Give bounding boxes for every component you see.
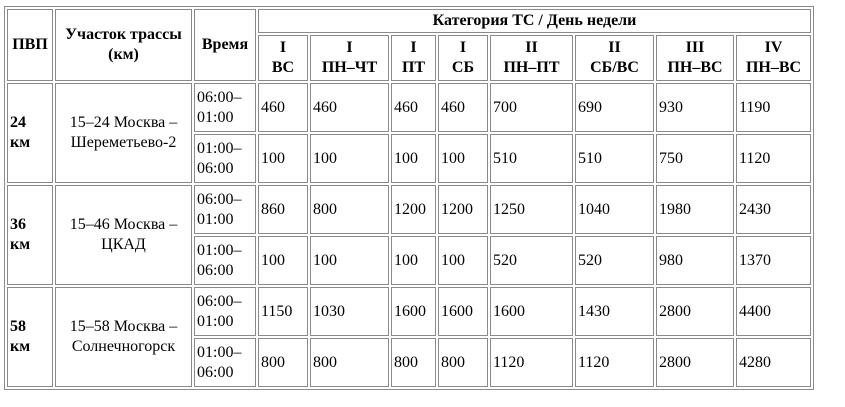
category-class: I	[279, 39, 287, 56]
price-cell: 1600	[438, 287, 488, 336]
price-cell: 860	[258, 185, 308, 234]
category-class: I	[410, 39, 417, 56]
price-cell: 100	[258, 134, 308, 183]
header-category-day: Категория ТС / День недели	[258, 9, 811, 33]
price-cell: 1980	[656, 185, 734, 234]
time-cell: 01:00–06:00	[194, 134, 256, 183]
time-cell: 01:00–06:00	[194, 338, 256, 387]
price-cell: 2430	[736, 185, 811, 234]
category-days: ПН–ПТ	[503, 59, 560, 76]
section-cell: 15–58 Москва – Солнечногорск	[55, 287, 192, 387]
header-category	[258, 35, 308, 81]
price-cell: 100	[310, 134, 389, 183]
price-cell: 1200	[438, 185, 488, 234]
price-cell: 1600	[490, 287, 573, 336]
price-cell: 100	[310, 236, 389, 285]
price-cell: 1370	[736, 236, 811, 285]
price-cell: 100	[438, 236, 488, 285]
category-days: ВС	[271, 59, 295, 76]
category-days: ПН–ВС	[667, 59, 723, 76]
price-cell: 460	[391, 83, 436, 132]
price-cell: 1120	[490, 338, 573, 387]
header-section: Участок трассы (км)	[55, 9, 192, 81]
toll-table	[4, 6, 814, 390]
category-days: СБ	[451, 59, 475, 76]
header-category	[310, 35, 389, 81]
price-cell: 460	[438, 83, 488, 132]
category-class: IV	[764, 39, 783, 56]
header-category	[490, 35, 573, 81]
header-time: Время	[194, 9, 256, 81]
price-cell: 1120	[575, 338, 654, 387]
price-cell: 750	[656, 134, 734, 183]
category-class: II	[608, 39, 621, 56]
price-cell: 1200	[391, 185, 436, 234]
section-cell: 15–24 Москва – Шереметьево-2	[55, 83, 192, 183]
pvp-cell: 36 км	[7, 185, 53, 285]
price-cell: 4280	[736, 338, 811, 387]
category-class: II	[525, 39, 538, 56]
time-cell: 06:00–01:00	[194, 287, 256, 336]
price-cell: 690	[575, 83, 654, 132]
time-cell: 06:00–01:00	[194, 83, 256, 132]
time-cell: 01:00–06:00	[194, 236, 256, 285]
price-cell: 1040	[575, 185, 654, 234]
category-days: ПТ	[401, 59, 426, 76]
price-cell: 520	[575, 236, 654, 285]
header-category	[736, 35, 811, 81]
category-days: ПН–ВС	[745, 59, 802, 76]
price-cell: 520	[490, 236, 573, 285]
price-cell: 2800	[656, 338, 734, 387]
category-class: I	[346, 39, 353, 56]
pvp-cell: 58 км	[7, 287, 53, 387]
price-cell: 930	[656, 83, 734, 132]
price-cell: 1250	[490, 185, 573, 234]
price-cell: 800	[310, 338, 389, 387]
price-cell: 460	[310, 83, 389, 132]
price-cell: 1600	[391, 287, 436, 336]
pvp-cell: 24 км	[7, 83, 53, 183]
category-days: ПН–ЧТ	[321, 59, 378, 76]
price-cell: 510	[490, 134, 573, 183]
price-cell: 700	[490, 83, 573, 132]
price-cell: 980	[656, 236, 734, 285]
price-cell: 4400	[736, 287, 811, 336]
price-cell: 800	[438, 338, 488, 387]
price-cell: 1030	[310, 287, 389, 336]
header-pvp: ПВП	[7, 9, 53, 81]
header-category	[438, 35, 488, 81]
price-cell: 1190	[736, 83, 811, 132]
price-cell: 1430	[575, 287, 654, 336]
table-row	[7, 185, 811, 234]
table-row	[7, 287, 811, 336]
header-category	[391, 35, 436, 81]
category-class: III	[685, 39, 705, 56]
header-category	[656, 35, 734, 81]
price-cell: 800	[391, 338, 436, 387]
table-row	[7, 83, 811, 132]
price-cell: 100	[438, 134, 488, 183]
header-category	[575, 35, 654, 81]
category-days: СБ/ВС	[590, 59, 639, 76]
price-cell: 100	[391, 236, 436, 285]
time-cell: 06:00–01:00	[194, 185, 256, 234]
price-cell: 1150	[258, 287, 308, 336]
price-cell: 100	[258, 236, 308, 285]
price-cell: 1120	[736, 134, 811, 183]
price-cell: 460	[258, 83, 308, 132]
price-cell: 800	[258, 338, 308, 387]
price-cell: 2800	[656, 287, 734, 336]
price-cell: 100	[391, 134, 436, 183]
price-cell: 510	[575, 134, 654, 183]
category-class: I	[459, 39, 467, 56]
section-cell: 15–46 Москва – ЦКАД	[55, 185, 192, 285]
price-cell: 800	[310, 185, 389, 234]
